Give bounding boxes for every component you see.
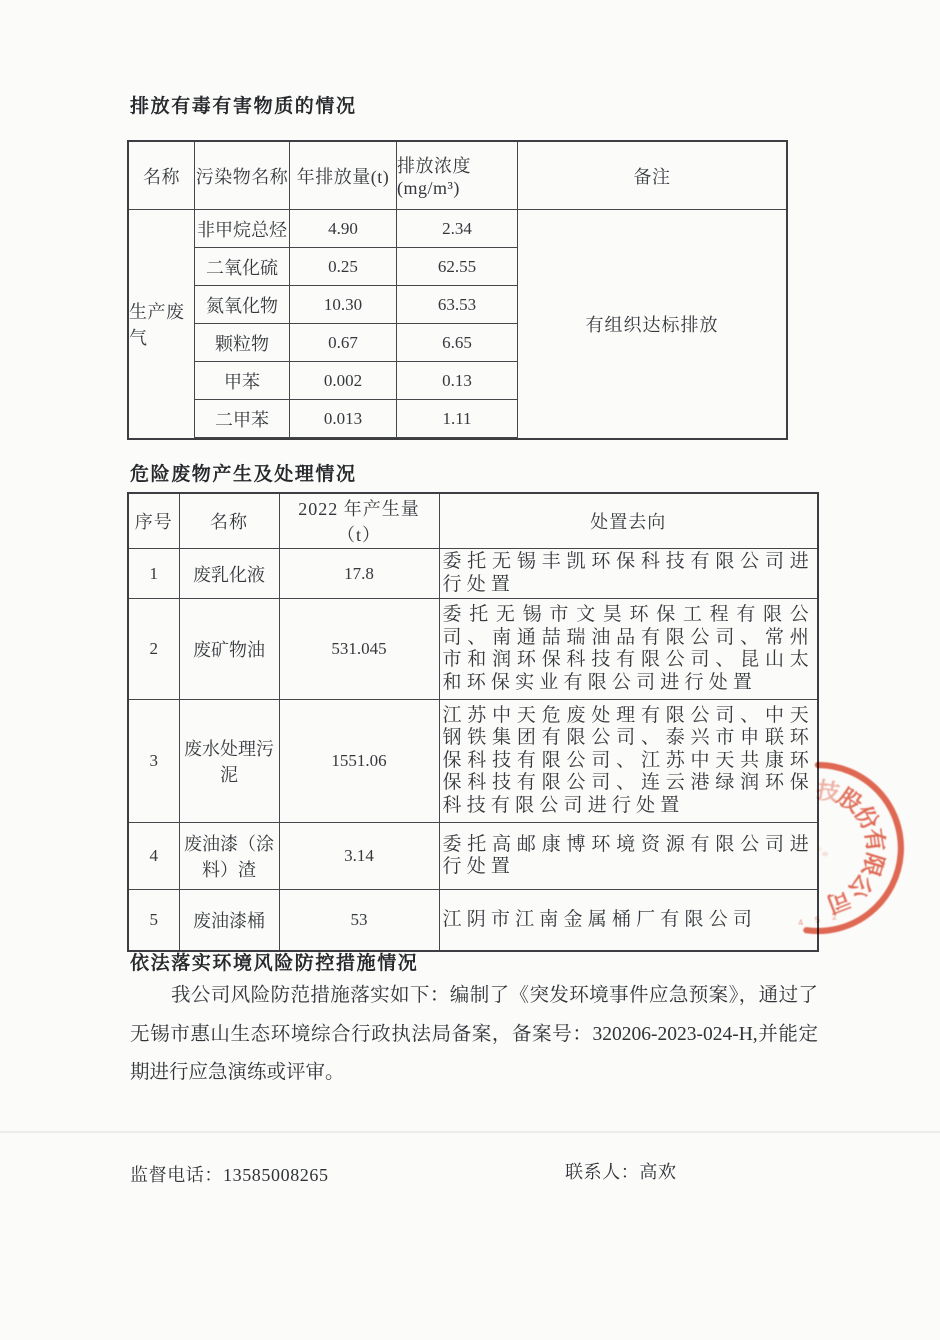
- seal-char: 份: [849, 801, 883, 835]
- seal-char: 股: [833, 783, 867, 818]
- hazardous-waste-table: [127, 492, 819, 952]
- waste-amount-cell: 3.14: [279, 823, 439, 890]
- waste-name-cell: 废乳化液: [179, 549, 279, 599]
- section3-title: 依法落实环境风险防控措施情况: [130, 953, 419, 974]
- waste-index-cell: 3: [128, 700, 179, 823]
- hazardous-waste-row: [128, 549, 818, 599]
- waste-disposal-cell: 江阴市江南金属桶厂有限公司: [439, 890, 818, 951]
- emissions-table-header-row: [129, 142, 786, 210]
- hazardous-waste-row: [128, 599, 818, 700]
- waste-index-cell: 5: [128, 890, 179, 951]
- header-cell-remark: 备注: [633, 166, 671, 187]
- waste-name-cell: 废水处理污泥: [179, 700, 279, 823]
- concentration-cell: 63.53: [397, 286, 518, 323]
- header-cell-disposal: 处置去向: [439, 493, 818, 549]
- waste-name-cell: 废矿物油: [179, 599, 279, 700]
- hazardous-waste-row: [128, 823, 818, 890]
- annual-amount-cell: 0.67: [290, 324, 397, 361]
- emissions-table-row: [195, 324, 518, 362]
- section2-title: 危险废物产生及处理情况: [130, 464, 357, 485]
- pollutant-name-cell: 二甲苯: [195, 400, 290, 437]
- pollutant-name-cell: 甲苯: [195, 362, 290, 399]
- emissions-table-row: [195, 248, 518, 286]
- pollutant-name-cell: 氮氧化物: [195, 286, 290, 323]
- emissions-table-row: [195, 210, 518, 248]
- header-cell-index: 序号: [128, 493, 179, 549]
- concentration-cell: 0.13: [397, 362, 518, 399]
- concentration-cell: 6.65: [397, 324, 518, 361]
- header-cell-waste-name: 名称: [179, 493, 279, 549]
- waste-disposal-cell: 委托无锡丰凯环保科技有限公司进行处置: [439, 549, 818, 599]
- waste-disposal-cell: 江苏中天危废处理有限公司、中天钢铁集团有限公司、泰兴市申联环保科技有限公司、江苏中天共康环保科技有限公司、连云港绿润环保科技有限公司进行处置: [439, 700, 818, 823]
- hazardous-waste-row: [128, 700, 818, 823]
- risk-measures-paragraph: 我公司风险防范措施落实如下：编制了《突发环境事件应急预案》，通过了无锡市惠山生态环境综合行政执法局备案，备案号：320206-2023-024-H,并能定期进行应急演练或评审。: [130, 985, 818, 1084]
- header-cell-pollutant: 污染物名称: [195, 142, 290, 209]
- annual-amount-cell: 0.002: [290, 362, 397, 399]
- waste-index-cell: 4: [128, 823, 179, 890]
- seal-char: 有: [860, 826, 889, 854]
- pollutant-name-cell: 二氧化硫: [195, 248, 290, 285]
- waste-index-cell: 1: [128, 549, 179, 599]
- emissions-table-row: [195, 400, 518, 438]
- annual-amount-cell: 10.30: [290, 286, 397, 323]
- hazardous-waste-rows: [128, 549, 818, 951]
- concentration-cell: 1.11: [397, 400, 518, 437]
- seal-char: 公: [843, 869, 878, 904]
- waste-name-cell: 废油漆（涂料）渣: [179, 823, 279, 890]
- waste-disposal-cell: 委托高邮康博环境资源有限公司进行处置: [439, 823, 818, 890]
- seal-ring-arc: [806, 765, 900, 931]
- pollutant-name-cell: 非甲烷总烃: [195, 210, 290, 247]
- waste-amount-cell: 53: [279, 890, 439, 951]
- waste-amount-cell: 531.045: [279, 599, 439, 700]
- waste-index-cell: 2: [128, 599, 179, 700]
- waste-disposal-cell: 委托无锡市文昊环保工程有限公司、南通喆瑞油品有限公司、常州市和润环保科技有限公司、昆山太和环保实业有限公司进行处置: [439, 599, 818, 700]
- seal-ink-smudge: [822, 852, 828, 856]
- pollutant-name-cell: 颗粒物: [195, 324, 290, 361]
- supervision-phone: 监督电话：13585008265: [130, 1165, 329, 1185]
- contact-person: 联系人：高欢: [565, 1162, 677, 1182]
- emissions-remark-cell: 有组织达标排放: [585, 315, 719, 335]
- emissions-table-row: [195, 286, 518, 324]
- emissions-table: [127, 140, 788, 440]
- seal-code-digits: 4 5 2: [797, 910, 843, 928]
- header-cell-2022-amount: 2022 年产生量（t）: [279, 493, 439, 549]
- waste-name-cell: 废油漆桶: [179, 890, 279, 951]
- hazardous-waste-row: [128, 890, 818, 951]
- seal-char-partial: 技: [814, 777, 842, 807]
- section1-title: 排放有毒有害物质的情况: [130, 96, 357, 117]
- annual-amount-cell: 0.013: [290, 400, 397, 437]
- hazardous-waste-header-row: [128, 493, 818, 549]
- seal-char: 司: [823, 885, 854, 917]
- concentration-cell: 62.55: [397, 248, 518, 285]
- header-cell-annual-amount: 年排放量(t): [290, 142, 397, 209]
- concentration-cell: 2.34: [397, 210, 518, 247]
- emissions-rows: [195, 210, 518, 438]
- header-cell-concentration: 排放浓度(mg/m³): [397, 142, 518, 209]
- waste-amount-cell: 17.8: [279, 549, 439, 599]
- emissions-group-cell: 生产废气: [129, 210, 195, 438]
- waste-amount-cell: 1551.06: [279, 700, 439, 823]
- header-cell-name: 名称: [129, 142, 195, 209]
- annual-amount-cell: 4.90: [290, 210, 397, 247]
- emissions-table-row: [195, 362, 518, 400]
- annual-amount-cell: 0.25: [290, 248, 397, 285]
- scan-hairline: [0, 1131, 940, 1133]
- seal-char: 限: [857, 849, 888, 880]
